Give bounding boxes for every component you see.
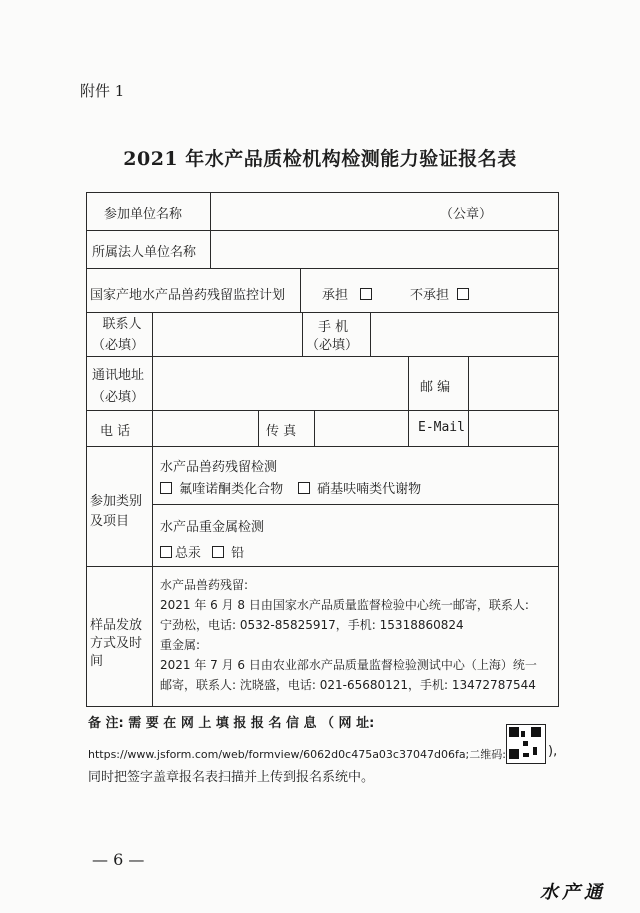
category-label-2: 及项目: [90, 514, 130, 529]
page-title: 2021 年水产品质检机构检测能力验证报名表: [123, 148, 517, 170]
checkbox-icon[interactable]: [160, 482, 172, 494]
phone-label: 电 话: [100, 424, 131, 439]
unit-name-field[interactable]: [212, 194, 557, 229]
note-line-3: 同时把签字盖章报名表扫描并上传到报名系统中。: [88, 770, 375, 785]
heavy-metal-title: 水产品重金属检测: [160, 520, 265, 535]
sample-label-3: 间: [90, 654, 104, 669]
option-mercury-label: 总汞: [175, 546, 202, 561]
undertake-label: 承担: [322, 288, 349, 303]
option-nitrofuran-label: 硝基呋喃类代谢物: [317, 482, 422, 497]
sample-line: 水产品兽药残留:: [160, 578, 249, 592]
sample-line: 2021 年 7 月 6 日由农业部水产品质量监督检验测试中心（上海）统一: [160, 658, 537, 672]
not-undertake-label: 不承担: [410, 288, 450, 303]
option-nitrofuran[interactable]: [298, 478, 421, 497]
sample-label-1: 样品发放: [90, 618, 143, 633]
contact-label: 联系人: [102, 317, 142, 332]
qr-code-icon[interactable]: [506, 724, 546, 764]
option-fluoroquinolone-label: 氟喹诺酮类化合物: [179, 482, 284, 497]
seal-text: （公章）: [440, 207, 493, 222]
attachment-label: 附件 1: [80, 82, 125, 100]
option-fluoroquinolone[interactable]: [160, 478, 283, 497]
mobile-field[interactable]: [372, 314, 557, 354]
undertake-option[interactable]: [322, 284, 375, 303]
mobile-required: （必填）: [306, 338, 359, 353]
note-url-end: ),: [548, 744, 558, 759]
monitoring-plan-label: 国家产地水产品兽药残留监控计划: [90, 288, 286, 303]
legal-unit-field[interactable]: [212, 232, 557, 267]
checkbox-icon[interactable]: [457, 288, 469, 300]
sample-label-2: 方式及时: [90, 636, 143, 651]
fax-label: 传 真: [266, 424, 297, 439]
address-label: 通讯地址: [92, 368, 145, 383]
option-lead-label: 铅: [231, 546, 245, 561]
vet-residue-title: 水产品兽药残留检测: [160, 460, 278, 475]
email-field[interactable]: [470, 412, 557, 444]
option-mercury[interactable]: [160, 542, 201, 561]
address-field[interactable]: [154, 358, 406, 408]
category-label-1: 参加类别: [90, 494, 143, 509]
fax-field[interactable]: [316, 412, 406, 444]
postcode-field[interactable]: [470, 358, 557, 408]
watermark-logo: 水产通: [540, 882, 606, 903]
contact-label-block: [102, 316, 142, 334]
unit-name-label: 参加单位名称: [104, 207, 183, 222]
checkbox-icon[interactable]: [212, 546, 224, 558]
sample-line: 重金属:: [160, 638, 201, 652]
sample-line: 2021 年 6 月 8 日由国家水产品质量监督检验中心统一邮寄，联系人:: [160, 598, 529, 612]
legal-unit-label: 所属法人单位名称: [92, 245, 197, 260]
note-url[interactable]: https://www.jsform.com/web/formview/6062d0c475a03c37047d06fa;二维码:: [88, 748, 506, 761]
checkbox-icon[interactable]: [298, 482, 310, 494]
contact-field[interactable]: [154, 314, 300, 354]
not-undertake-option[interactable]: [410, 284, 472, 303]
checkbox-icon[interactable]: [360, 288, 372, 300]
option-lead[interactable]: [212, 542, 244, 561]
postcode-label: 邮 编: [420, 380, 451, 395]
page-number: — 6 —: [92, 850, 145, 869]
phone-field[interactable]: [154, 412, 256, 444]
sample-info: [160, 575, 554, 695]
email-label: E-Mail: [418, 420, 465, 435]
contact-required: （必填）: [92, 338, 145, 353]
note-line-1: 备 注: 需 要 在 网 上 填 报 报 名 信 息 （ 网 址:: [88, 716, 375, 731]
mobile-label: 手 机: [318, 320, 349, 335]
address-required: （必填）: [92, 390, 145, 405]
sample-line: 宁劲松，电话: 0532-85825917，手机: 15318860824: [160, 618, 464, 632]
sample-line: 邮寄，联系人: 沈晓盛，电话: 021-65680121，手机: 13472787544: [160, 678, 536, 692]
checkbox-icon[interactable]: [160, 546, 172, 558]
